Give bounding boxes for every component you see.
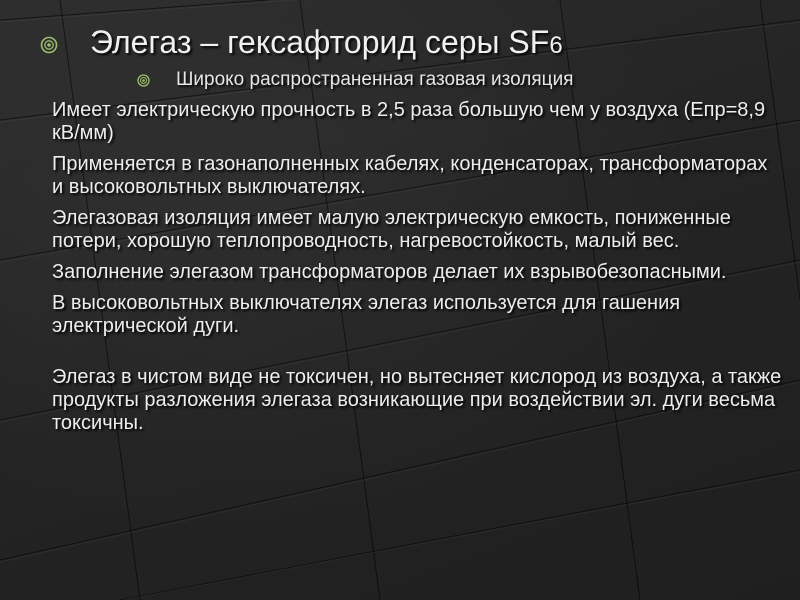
target-bullet-icon [137, 74, 150, 87]
slide-title [90, 22, 563, 66]
body-paragraph: Элегаз в чистом виде не токсичен, но вытесняет кислород из воздуха, а также продукты разложения элегаза возникающие при воздействии эл. дуги весьма токсичны. [52, 366, 782, 434]
body-paragraph: В высоковольтных выключателях элегаз используется для гашения электрической дуги. [52, 292, 681, 337]
body-paragraph: Применяется в газонаполненных кабелях, конденсаторах, трансформаторах и высоковольтных выключателях. [52, 153, 768, 198]
body-paragraph: Заполнение элегазом трансформаторов делает их взрывобезопасными. [52, 261, 727, 283]
title-text: Элегаз – гексафторид серы SF [90, 24, 550, 60]
slide-body [52, 99, 782, 443]
target-bullet-icon [40, 36, 58, 54]
body-paragraph: Элегазовая изоляция имеет малую электрическую емкость, пониженные потери, хорошую теплопроводность, нагревостойкость, малый вес. [52, 207, 731, 252]
title-subscript: 6 [549, 32, 563, 59]
slide-subtitle: Широко распространенная газовая изоляция [176, 69, 574, 90]
body-paragraph: Имеет электрическую прочность в 2,5 раза большую чем у воздуха (Епр=8,9 кВ/мм) [52, 99, 766, 144]
